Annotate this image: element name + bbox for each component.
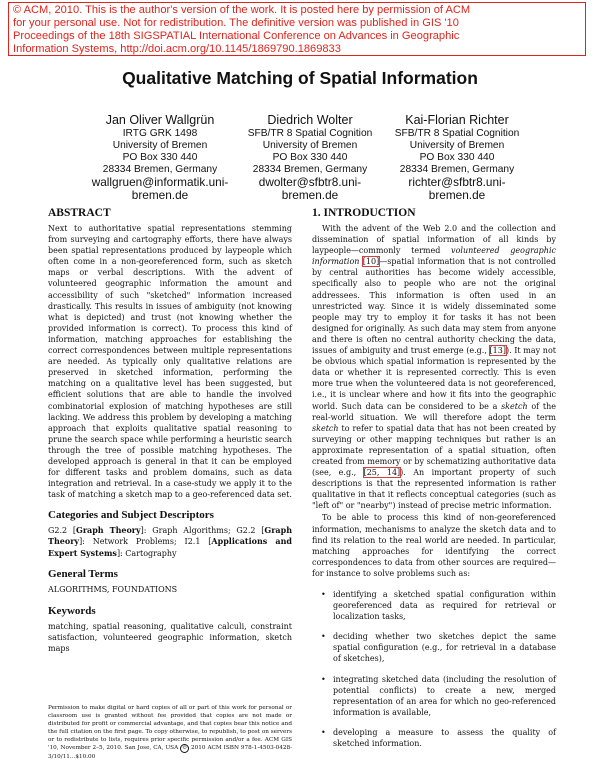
- list-item: [312, 727, 556, 749]
- author-email: dwolter@sfbtr8.uni-: [258, 175, 362, 190]
- notice-line: Information Systems, http://doi.acm.org/10.1145/1869790.1869833: [13, 43, 341, 56]
- citation-link[interactable]: [25, 14]: [363, 468, 401, 478]
- author-po-box: PO Box 330 440: [419, 152, 495, 164]
- text-segment: ). An important property of such descriptions is that the represented information is rather qualitative in that it reflects conceptual categories (such as "left of" or "nearby") instead of precise metric information.: [312, 468, 556, 511]
- author-affiliation: SFB/TR 8 Spatial Cognition: [394, 128, 520, 139]
- citation-link[interactable]: [13]: [489, 346, 506, 356]
- author-city: 28334 Bremen, Germany: [102, 164, 218, 176]
- bullet-icon: •: [321, 590, 326, 599]
- text-segment: ]: Network Problems; I2.1 [: [79, 537, 212, 547]
- author-city: 28334 Bremen, Germany: [252, 164, 368, 176]
- bullet-icon: •: [321, 674, 326, 684]
- text-segment: 2010 ACM ISBN 978-1-4503-0428-3/10/11...$10.00: [48, 745, 293, 761]
- author-po-box: PO Box 330 440: [122, 152, 198, 164]
- keywords-body: matching, spatial reasoning, qualitative calculi, constraint satisfaction, volunteered geographic information, sketch maps: [48, 621, 292, 653]
- abstract-heading: ABSTRACT: [48, 207, 111, 219]
- author-organization: University of Bremen: [262, 140, 358, 152]
- paper-title: Qualitative Matching of Spatial Information: [122, 68, 478, 88]
- author-city: 28334 Bremen, Germany: [399, 164, 515, 176]
- author-name: Diedrich Wolter: [267, 113, 353, 127]
- author-name: Jan Oliver Wallgrün: [105, 113, 215, 127]
- general-terms-heading: General Terms: [48, 567, 118, 580]
- left-column: [48, 206, 292, 654]
- text-segment: —spatial information that is not controlled by central authorities has become widely accessible, specifically also to people who are not the original addressees. This information is often used in an unrestricted way. Since it is widely disseminated some people may try to employ it for tasks it has not been designed for originally. As such data may stem from anyone and there is often no central authority checking the data, issues of ambiguity and trust emerge (e.g.,: [312, 257, 557, 356]
- permission-footnote: [48, 704, 292, 762]
- author-email-cont: bremen.de: [428, 187, 486, 202]
- copyright-notice: [8, 2, 586, 56]
- problem-list: [312, 589, 556, 749]
- categories-heading: Categories and Subject Descriptors: [48, 509, 214, 522]
- notice-line: for your personal use. Not for redistribution. The definitive version was published in GIS '10: [13, 17, 459, 30]
- text-segment: Applications and Expert Systems: [48, 536, 292, 558]
- bullet-icon: •: [321, 727, 326, 737]
- right-column: [312, 206, 556, 758]
- author-name: Kai-Florian Richter: [405, 113, 509, 127]
- text-segment: volunteered geographic information: [312, 246, 556, 267]
- notice-line: Proceedings of the 18th SIGSPATIAL International Conference on Advances in Geographic: [13, 30, 460, 43]
- introduction-heading: 1. INTRODUCTION: [312, 207, 416, 219]
- list-item: [312, 589, 556, 622]
- text-segment: of the real-world situation. We will therefore adopt the term: [312, 401, 556, 422]
- text-segment: sketch: [501, 401, 528, 411]
- notice-line: © ACM, 2010. This is the author's version of the work. It is posted here by permission of ACM: [13, 4, 471, 16]
- list-item: [312, 631, 556, 664]
- text-segment: Graph Theory: [75, 525, 141, 536]
- text-segment: Permission to make digital or hard copies of all or part of this work for personal or classroom use is granted without fee provided that copies are not made or distributed for profit or commercial advantage, and that copies bear this notice and the full citation on the first page. To copy otherwise, to republish, to post on servers or to redistribute to lists, requires prior specific permission and/or a fee. ACM GIS '10, November 2–5, 2010. San Jose, CA, USA: [48, 705, 292, 752]
- text-segment: G2.2 [: [48, 526, 76, 536]
- intro-paragraph: [312, 223, 556, 511]
- text-segment: With the advent of the Web 2.0 and the collection and dissemination of spatial information of all kinds by laypeople—commonly termed: [312, 224, 556, 256]
- categories-body: [48, 525, 292, 558]
- author-email-cont: bremen.de: [131, 187, 189, 202]
- author-email: richter@sfbtr8.uni-: [408, 175, 506, 190]
- author-organization: University of Bremen: [409, 140, 505, 152]
- author-block: [367, 113, 547, 201]
- author-email: wallgruen@informatik.uni-: [91, 175, 229, 190]
- list-item-text: integrating sketched data (including the resolution of potential conflicts) to create a new, merged representation of an area for which no geo-referenced information is available,: [333, 674, 556, 717]
- author-po-box: PO Box 330 440: [272, 152, 348, 164]
- text-segment: ]: Graph Algorithms; G2.2 [: [140, 526, 265, 536]
- author-email-cont: bremen.de: [281, 187, 339, 202]
- general-terms-body: ALGORITHMS, FOUNDATIONS: [48, 584, 178, 594]
- text-segment: Graph Theory: [48, 525, 293, 547]
- text-segment: to refer to spatial data that has not been created by surveying or other mapping techniques but rather is an approximate representation of a spatial situation, often created from memory or by schematizing authoritative data (see, e.g.,: [312, 423, 556, 478]
- keywords-heading: Keywords: [48, 604, 96, 617]
- list-item-text: developing a measure to assess the quality of sketched information.: [333, 727, 556, 749]
- text-segment: sketch: [312, 423, 339, 433]
- list-item: [312, 674, 556, 718]
- citation-link[interactable]: [10]: [362, 257, 380, 267]
- author-affiliation: IRTG GRK 1498: [122, 128, 198, 139]
- author-affiliation: SFB/TR 8 Spatial Cognition: [247, 128, 373, 139]
- intro-paragraph: To be able to process this kind of non-georeferenced information, mechanisms to analyze the sketch data and to find its relation to the real world are needed. In particular, matching approaches for identifying the correct correspondences to data from other sources are required—for instance to solve problems such as:: [312, 513, 556, 578]
- text-segment: ). It may not be obvious which spatial information is represented by the data or whether it is represented correctly. This is even more true when the volunteered data is not georeferenced, i.e., it is unclear where and how it fits into the geographic world. Such data can be considered to be a: [312, 346, 556, 411]
- text-segment: ]: Cartography: [116, 548, 177, 558]
- bullet-icon: •: [321, 632, 326, 642]
- list-item-text: deciding whether two sketches depict the same spatial configuration (e.g., for retrieval in a database of sketches),: [333, 632, 556, 664]
- abstract-body: Next to authoritative spatial representations stemming from surveying and cartography efforts, there have always been spatial representations produced by laypeople which often come in a non-georeferenced form, such as sketch maps or verbal descriptions. With the advent of volunteered geographic information the amount and accessibility of such "sketched" information increased drastically. This results in issues of ambiguity (not knowing what is depicted) and trust (not knowing whether the provided information is correct). To process this kind of information, matching approaches for establishing the correct correspondences between multiple representations are needed. As typically only qualitative relations are preserved in sketched information, performing the matching on a qualitative level has been suggested, but efficient solutions that are able to handle the involved combinatorial explosion of matching hypotheses are still lacking. We address this problem by developing a matching approach that exploits qualitative spatial reasoning to prune the search space while performing a heuristic search through the tree of possible matching hypotheses. The developed approach is general in that it can be employed for different tasks and problem domains, such as data integration and retrieval. In a case-study we apply it to the task of matching a sketch map to a geo-referenced data set.: [48, 224, 292, 500]
- list-item-text: identifying a sketched spatial configuration within georeferenced data as required for retrieval or localization tasks,: [333, 590, 556, 622]
- copyright-icon: ©: [182, 745, 188, 752]
- author-organization: University of Bremen: [112, 140, 208, 152]
